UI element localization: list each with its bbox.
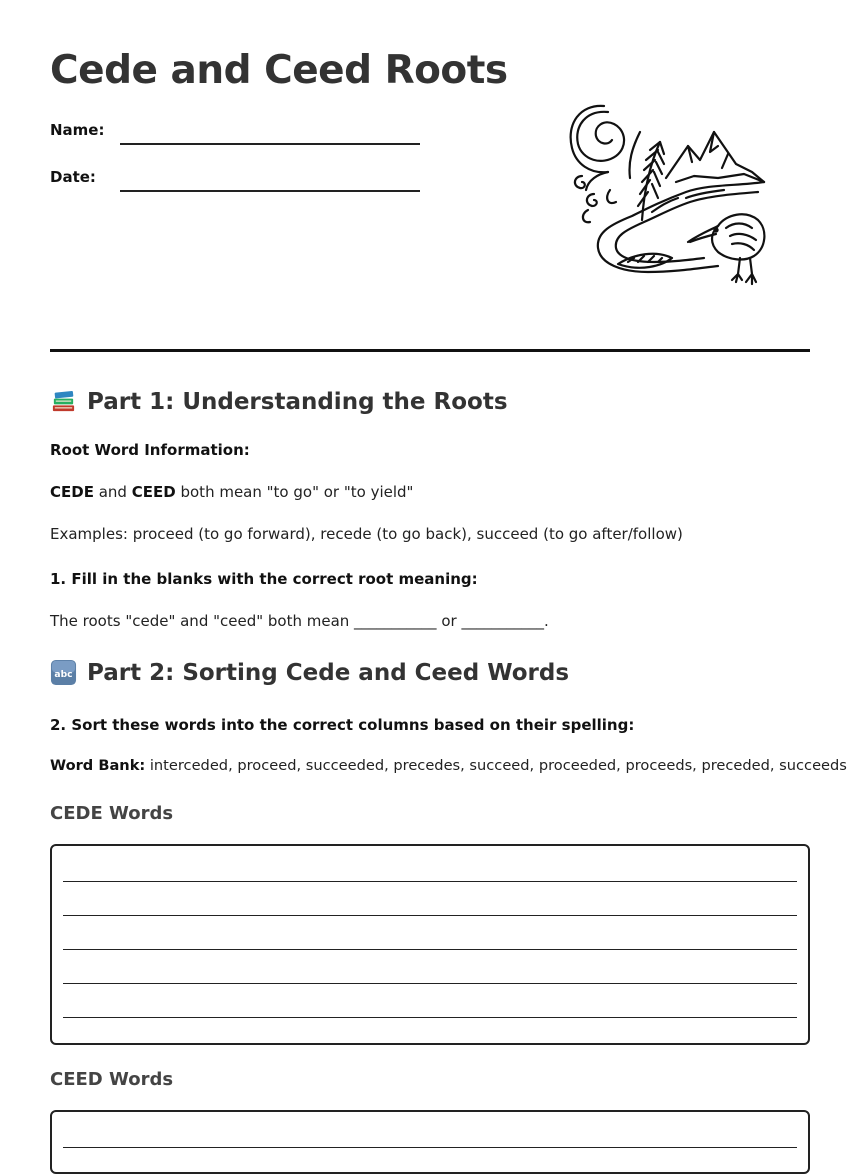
root-conj: and xyxy=(98,483,127,501)
date-field[interactable] xyxy=(120,190,420,192)
question-1-sentence[interactable]: The roots "cede" and "ceed" both mean ___________ or ___________. xyxy=(50,612,549,630)
root-term-cede: CEDE xyxy=(50,483,94,501)
kiwi-fern-mountain-river-illustration xyxy=(568,102,772,290)
part1-heading-text: Part 1: Understanding the Roots xyxy=(87,388,508,415)
books-icon xyxy=(50,388,77,415)
cede-words-heading: CEDE Words xyxy=(50,803,174,824)
cede-words-box[interactable] xyxy=(50,844,810,1045)
answer-line[interactable] xyxy=(63,881,797,882)
date-label: Date: xyxy=(50,168,96,186)
root-info-label: Root Word Information: xyxy=(50,441,250,459)
part1-heading xyxy=(50,388,508,415)
root-term-ceed: CEED xyxy=(131,483,176,501)
examples-text: Examples: proceed (to go forward), recede (to go back), succeed (to go after/follow) xyxy=(50,525,683,543)
question-1-label: 1. Fill in the blanks with the correct root meaning: xyxy=(50,570,478,588)
answer-line[interactable] xyxy=(63,949,797,950)
abc-icon xyxy=(50,659,77,686)
word-bank-list: interceded, proceed, succeeded, precedes, succeed, proceeded, proceeds, preceded, succeeds xyxy=(149,757,847,774)
root-definition xyxy=(50,483,413,501)
answer-line[interactable] xyxy=(63,915,797,916)
answer-line[interactable] xyxy=(63,983,797,984)
part2-heading xyxy=(50,659,569,686)
ceed-words-heading: CEED Words xyxy=(50,1069,174,1090)
name-field[interactable] xyxy=(120,143,420,145)
question-2-label: 2. Sort these words into the correct columns based on their spelling: xyxy=(50,716,635,734)
section-divider xyxy=(50,349,810,352)
root-meaning: both mean "to go" or "to yield" xyxy=(180,483,414,501)
word-bank xyxy=(50,757,847,774)
name-label: Name: xyxy=(50,121,105,139)
word-bank-label: Word Bank: xyxy=(50,757,146,774)
answer-line[interactable] xyxy=(63,1147,797,1148)
ceed-words-box[interactable] xyxy=(50,1110,810,1174)
svg-text:abc: abc xyxy=(54,668,73,680)
part2-heading-text: Part 2: Sorting Cede and Ceed Words xyxy=(87,659,570,686)
answer-line[interactable] xyxy=(63,1017,797,1018)
page-title: Cede and Ceed Roots xyxy=(50,48,508,93)
